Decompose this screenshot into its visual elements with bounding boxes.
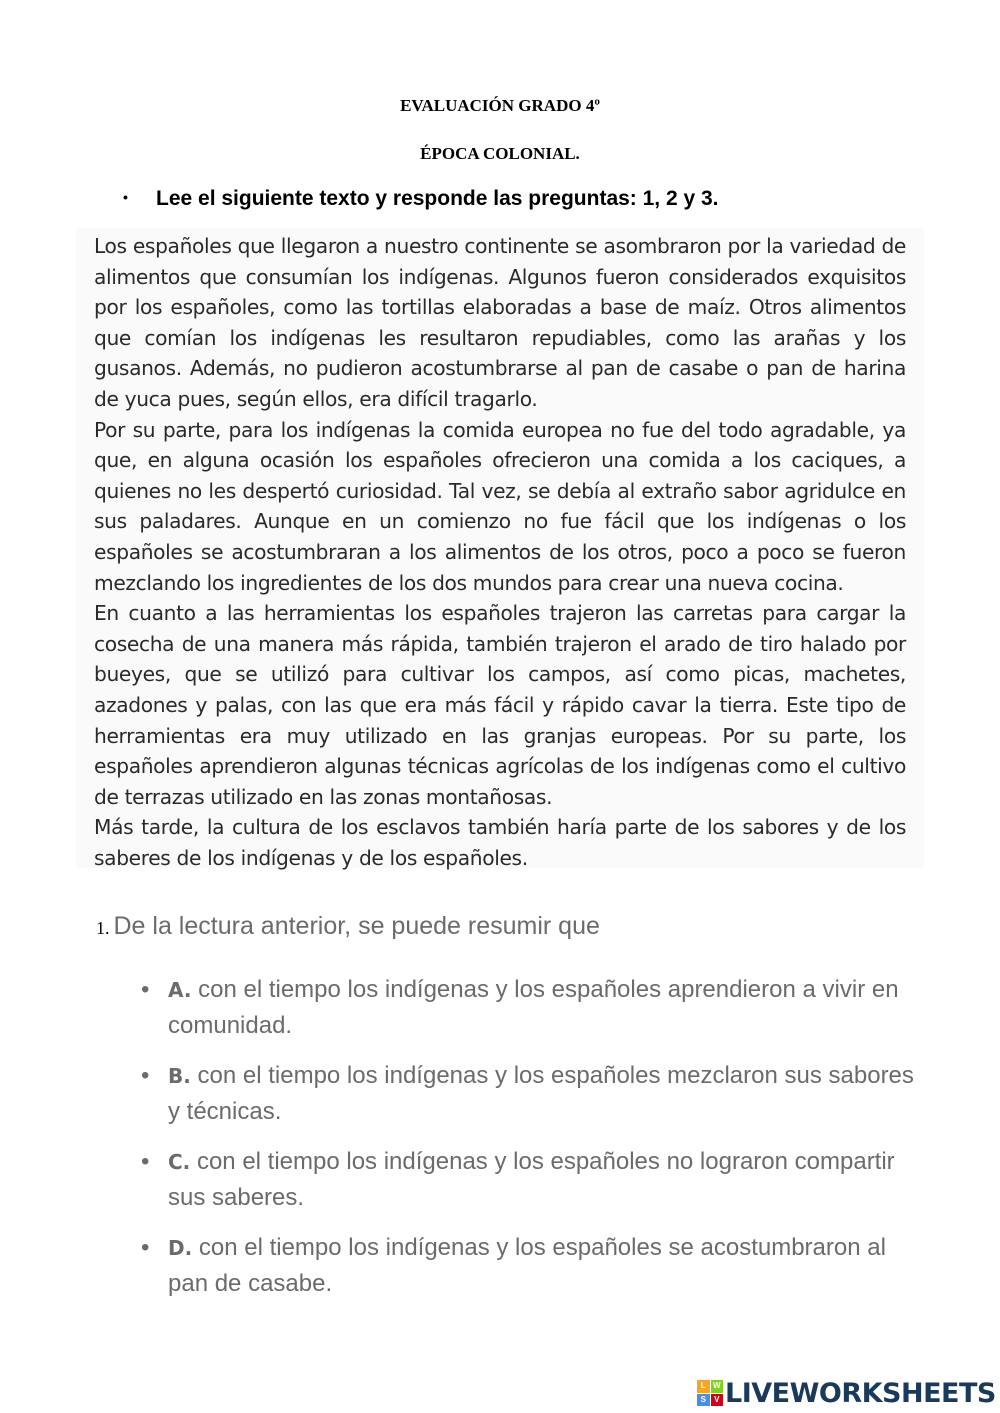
option-bullet: • [141,1148,150,1175]
logo-tile: S [697,1394,710,1407]
option-a[interactable] [141,972,921,1044]
instruction-text: Lee el siguiente texto y responde las preguntas: 1, 2 y 3. [156,187,719,210]
logo-icon [697,1380,723,1406]
logo-text: LIVEWORKSHEETS [725,1377,996,1409]
worksheet-title: EVALUACIÓN GRADO 4º [400,96,600,115]
option-bullet: • [141,1234,150,1261]
reading-paragraph: Por su parte, para los indígenas la comida europea no fue del todo agradable, ya que, en alguna ocasión los españoles ofrecieron una comida a los caciques, a quienes no les despertó curiosidad. Tal vez, se debía al extraño sabor agridulce en sus paladares. Aunque en un comienzo no fue fácil que los indígenas o los españoles se acostumbraran a los alimentos de los otros, poco a poco se fueron mezclando los ingredientes de los dos mundos para crear una nueva cocina. [94,417,906,595]
worksheet-subtitle: ÉPOCA COLONIAL. [420,144,580,163]
reading-paragraph: Los españoles que llegaron a nuestro continente se asombraron por la variedad de alimentos que consumían los indígenas. Algunos fueron considerados exquisitos por los españoles, como las tortillas elaboradas a base de maíz. Otros alimentos que comían los indígenas les resultaron repudiables, como las arañas y los gusanos. Además, no pudieron acostumbrarse al pan de casabe o pan de harina de yuca pues, según ellos, era difícil tragarlo. [94,234,906,411]
reading-passage [76,228,924,868]
option-text: con el tiempo los indígenas y los españoles se acostumbraron al pan de casabe. [168,1234,886,1297]
option-text: con el tiempo los indígenas y los españoles mezclaron sus sabores y técnicas. [168,1062,914,1125]
instruction-line [123,187,719,211]
option-bullet: • [141,1062,150,1089]
option-letter: A. [168,978,192,1002]
option-text: con el tiempo los indígenas y los españoles aprendieron a vivir en comunidad. [168,976,899,1039]
option-text: con el tiempo los indígenas y los españoles no lograron compartir sus saberes. [168,1148,895,1211]
option-letter: B. [168,1064,191,1088]
question-number: 1. [96,918,110,938]
option-letter: C. [168,1150,191,1174]
answer-options [141,972,921,1316]
option-c[interactable] [141,1144,921,1216]
logo-tile: W [711,1380,724,1393]
reading-paragraph: En cuanto a las herramientas los españoles trajeron las carretas para cargar la cosecha de una manera más rápida, también trajeron el arado de tiro halado por bueyes, que se utilizó para cultivar los campos, así como picas, machetes, azadones y palas, con las que era más fácil y rápido cavar la tierra. Este tipo de herramientas era muy utilizado en las granjas europeas. Por su parte, los españoles aprendieron algunas técnicas agrícolas de los indígenas como el cultivo de terrazas utilizado en las zonas montañosas. [94,601,906,809]
logo-tile: L [697,1380,710,1393]
logo-tile: V [711,1394,724,1407]
reading-paragraph: Más tarde, la cultura de los esclavos también haría parte de los sabores y de los saberes de los indígenas y de los españoles. [94,815,906,870]
question-text: De la lectura anterior, se puede resumir que [113,912,600,940]
option-b[interactable] [141,1058,921,1130]
option-d[interactable] [141,1230,921,1302]
option-bullet: • [141,976,150,1003]
question-1 [96,912,600,941]
instruction-bullet: • [123,189,128,205]
option-letter: D. [168,1236,193,1260]
liveworksheets-logo [697,1377,996,1409]
